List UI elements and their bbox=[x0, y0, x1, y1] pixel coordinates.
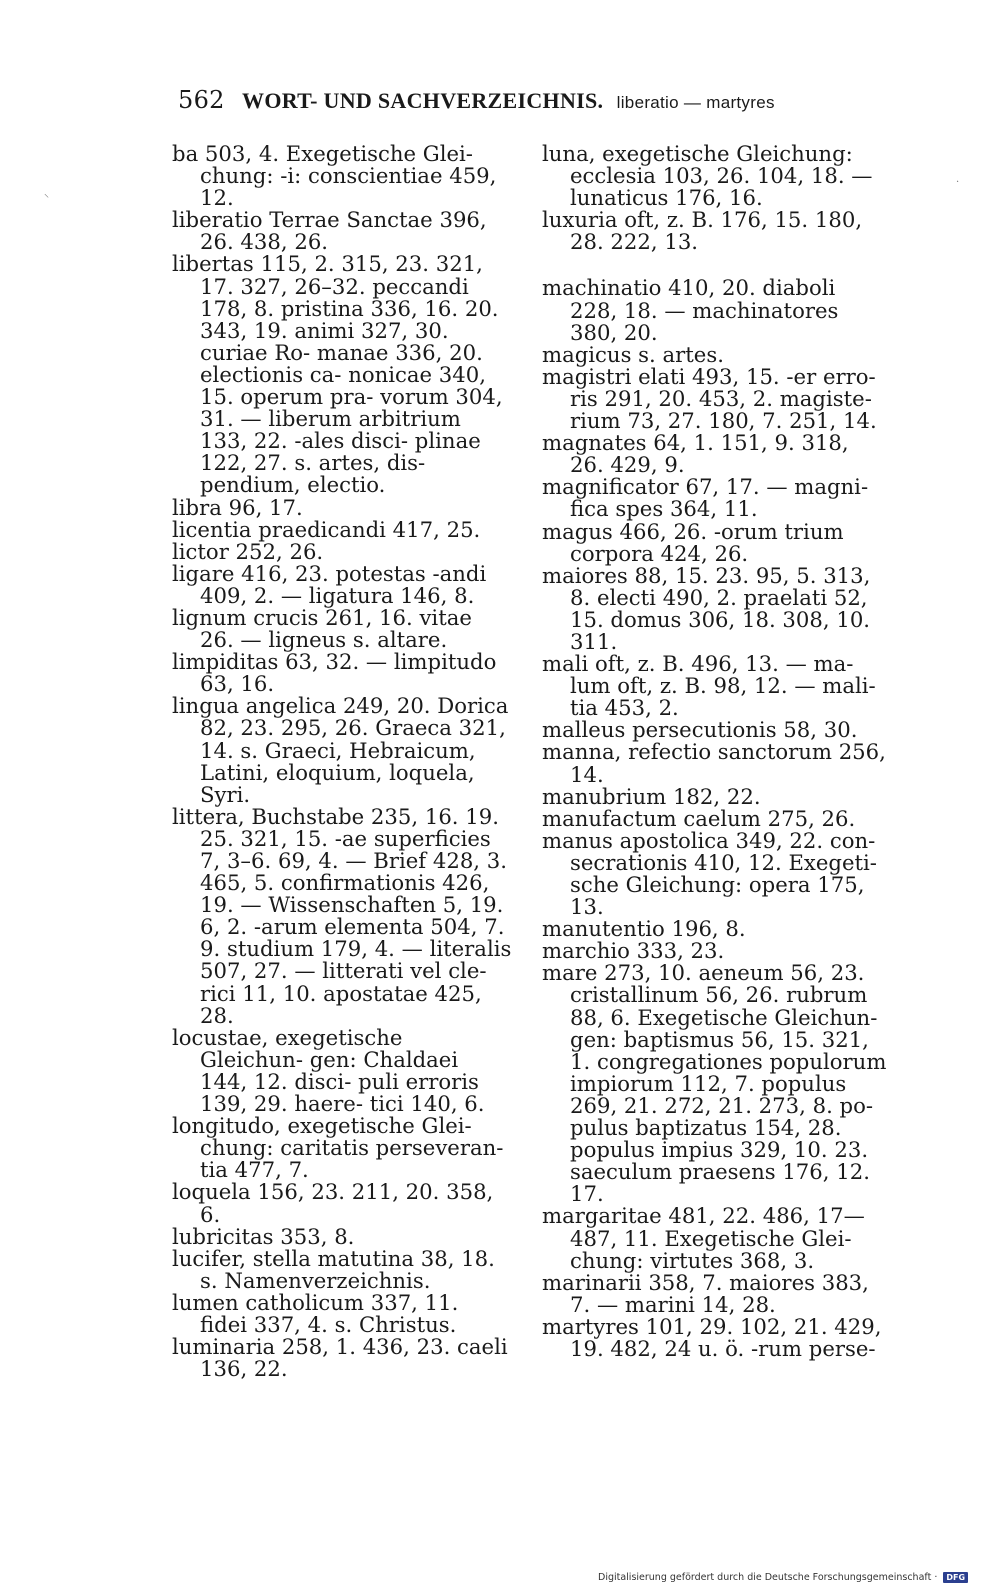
index-entry: liberatio Terrae Sanctae 396, 26. 438, 26. bbox=[172, 207, 487, 255]
index-entry: lignum crucis 261, 16. vitae 26. — ligneus s. altare. bbox=[172, 604, 472, 653]
index-entry: magistri elati 493, 15. -er erro- ris 291, 20. 453, 2. magiste- rium 73, 27. 180, 7. 251, 14. bbox=[542, 363, 877, 434]
index-entry: lucifer, stella matutina 38, 18. s. Namenverzeichnis. bbox=[172, 1245, 495, 1293]
index-entry: lictor 252, 26. bbox=[172, 538, 324, 564]
index-column-left bbox=[172, 143, 512, 1380]
index-entry: ba 503, 4. Exegetische Glei- chung: -i: conscientiae 459, 12. bbox=[172, 141, 497, 211]
index-entry: mali oft, z. B. 496, 13. — ma- lum oft, z. B. 98, 12. — mali- tia 453, 2. bbox=[542, 651, 876, 721]
index-entry: maiores 88, 15. 23. 95, 5. 313, 8. electi 490, 2. praelati 52, 15. domus 306, 18. 308, 10. 311. bbox=[542, 562, 871, 654]
scan-speck: ⸌ bbox=[44, 193, 49, 204]
index-entry: locustae, exegetische Gleichun- gen: Chaldaei 144, 12. disci- puli erroris 139, 29. haere- tici 140, 6. bbox=[172, 1024, 485, 1117]
index-entry: manna, refectio sanctorum 256, 14. bbox=[542, 739, 886, 787]
index-entry: magnates 64, 1. 151, 9. 318, 26. 429, 9. bbox=[542, 430, 849, 478]
index-entry: limpiditas 63, 32. — limpitudo 63, 16. bbox=[172, 649, 497, 697]
index-entry: littera, Buchstabe 235, 16. 19. 25. 321, 15. -ae superficies 7, 3–6. 69, 4. — Brief 428, 3. 465, 5. confirmationis 426, 19. — Wissenschaften 5, 19. 6, 2. -arum elementa 504, 7. 9. studium 179, 4. — literalis 507, 27. — litterati vel cle- rici 11, 10. apostatae 425, 28. bbox=[172, 803, 512, 1028]
index-column-right bbox=[542, 143, 887, 1360]
index-entry: lumen catholicum 337, 11. fidei 337, 4. s. Christus. bbox=[172, 1289, 459, 1337]
index-entry: machinatio 410, 20. diaboli 228, 18. — machinatores 380, 20. bbox=[542, 275, 839, 345]
dfg-logo: DFG bbox=[943, 1572, 968, 1583]
index-entry: libertas 115, 2. 315, 23. 321, 17. 327, 26–32. peccandi 178, 8. pristina 336, 16. 20. 343, 19. animi 327, 30. curiae Ro- manae 336, 20. electionis ca- nonicae 340, 15. operum pra- vorum 304, 31. — liberum arbitrium 133, 22. -ales disci- plinae 122, 27. s. artes, dis- pendium, electio. bbox=[172, 251, 503, 498]
index-entry: magicus s. artes. bbox=[542, 341, 724, 367]
index-entry: luna, exegetische Gleichung: ecclesia 103, 26. 104, 18. — lunaticus 176, 16. bbox=[542, 141, 873, 211]
index-entry: margaritae 481, 22. 486, 17— 487, 11. Exegetische Glei- chung: virtutes 368, 3. bbox=[542, 1203, 865, 1273]
index-entry: manufactum caelum 275, 26. bbox=[542, 805, 856, 831]
index-entry: loquela 156, 23. 211, 20. 358, 6. bbox=[172, 1179, 494, 1227]
index-entry: luminaria 258, 1. 436, 23. caeli 136, 22. bbox=[172, 1334, 508, 1382]
index-entry: licentia praedicandi 417, 25. bbox=[172, 516, 481, 542]
index-entry: libra 96, 17. bbox=[172, 494, 303, 520]
index-entry: manubrium 182, 22. bbox=[542, 783, 761, 809]
index-entry: manus apostolica 349, 22. con- secrationis 410, 12. Exegeti- sche Gleichung: opera 175, 13. bbox=[542, 827, 877, 920]
index-entry: martyres 101, 29. 102, 21. 429, 19. 482, 24 u. ö. -rum perse- bbox=[542, 1313, 882, 1361]
index-entry: malleus persecutionis 58, 30. bbox=[542, 717, 858, 743]
index-entry: lingua angelica 249, 20. Dorica 82, 23. 295, 26. Graeca 321, 14. s. Graeci, Hebraicum, Latini, eloquium, loquela, Syri. bbox=[172, 693, 509, 807]
index-entry: ligare 416, 23. potestas -andi 409, 2. — ligatura 146, 8. bbox=[172, 560, 487, 608]
page-number: 562 bbox=[178, 86, 225, 114]
index-entry: marinarii 358, 7. maiores 383, 7. — marini 14, 28. bbox=[542, 1269, 869, 1317]
running-header bbox=[178, 86, 878, 114]
footer-credit bbox=[598, 1572, 968, 1583]
index-entry: lubricitas 353, 8. bbox=[172, 1223, 355, 1249]
index-entry: luxuria oft, z. B. 176, 15. 180, 28. 222, 13. bbox=[542, 207, 863, 255]
index-entry: longitudo, exegetische Glei- chung: caritatis perseveran- tia 477, 7. bbox=[172, 1113, 504, 1183]
page-range: liberatio — martyres bbox=[616, 93, 775, 112]
index-entry: manutentio 196, 8. bbox=[542, 916, 746, 942]
scan-speck: . bbox=[956, 174, 960, 185]
index-entry: mare 273, 10. aeneum 56, 23. cristallinum 56, 26. rubrum 88, 6. Exegetische Gleichun- gen: baptismus 56, 15. 321, 1. congregationes populorum impiorum 112, 7. populus 269, 21. 272, 21. 273, 8. po- pulus baptizatus 154, 28. populus impius 329, 10. 23. saeculum praesens 176, 12. 17. bbox=[542, 960, 887, 1207]
index-entry: magus 466, 26. -orum trium corpora 424, 26. bbox=[542, 518, 844, 566]
index-entry: magnificator 67, 17. — magni- fica spes 364, 11. bbox=[542, 474, 869, 522]
index-entry: marchio 333, 23. bbox=[542, 938, 725, 964]
page-title: WORT- UND SACHVERZEICHNIS. bbox=[242, 88, 604, 113]
footer-text: Digitalisierung gefördert durch die Deutsche Forschungsgemeinschaft · bbox=[598, 1572, 938, 1583]
section-gap bbox=[542, 253, 887, 277]
